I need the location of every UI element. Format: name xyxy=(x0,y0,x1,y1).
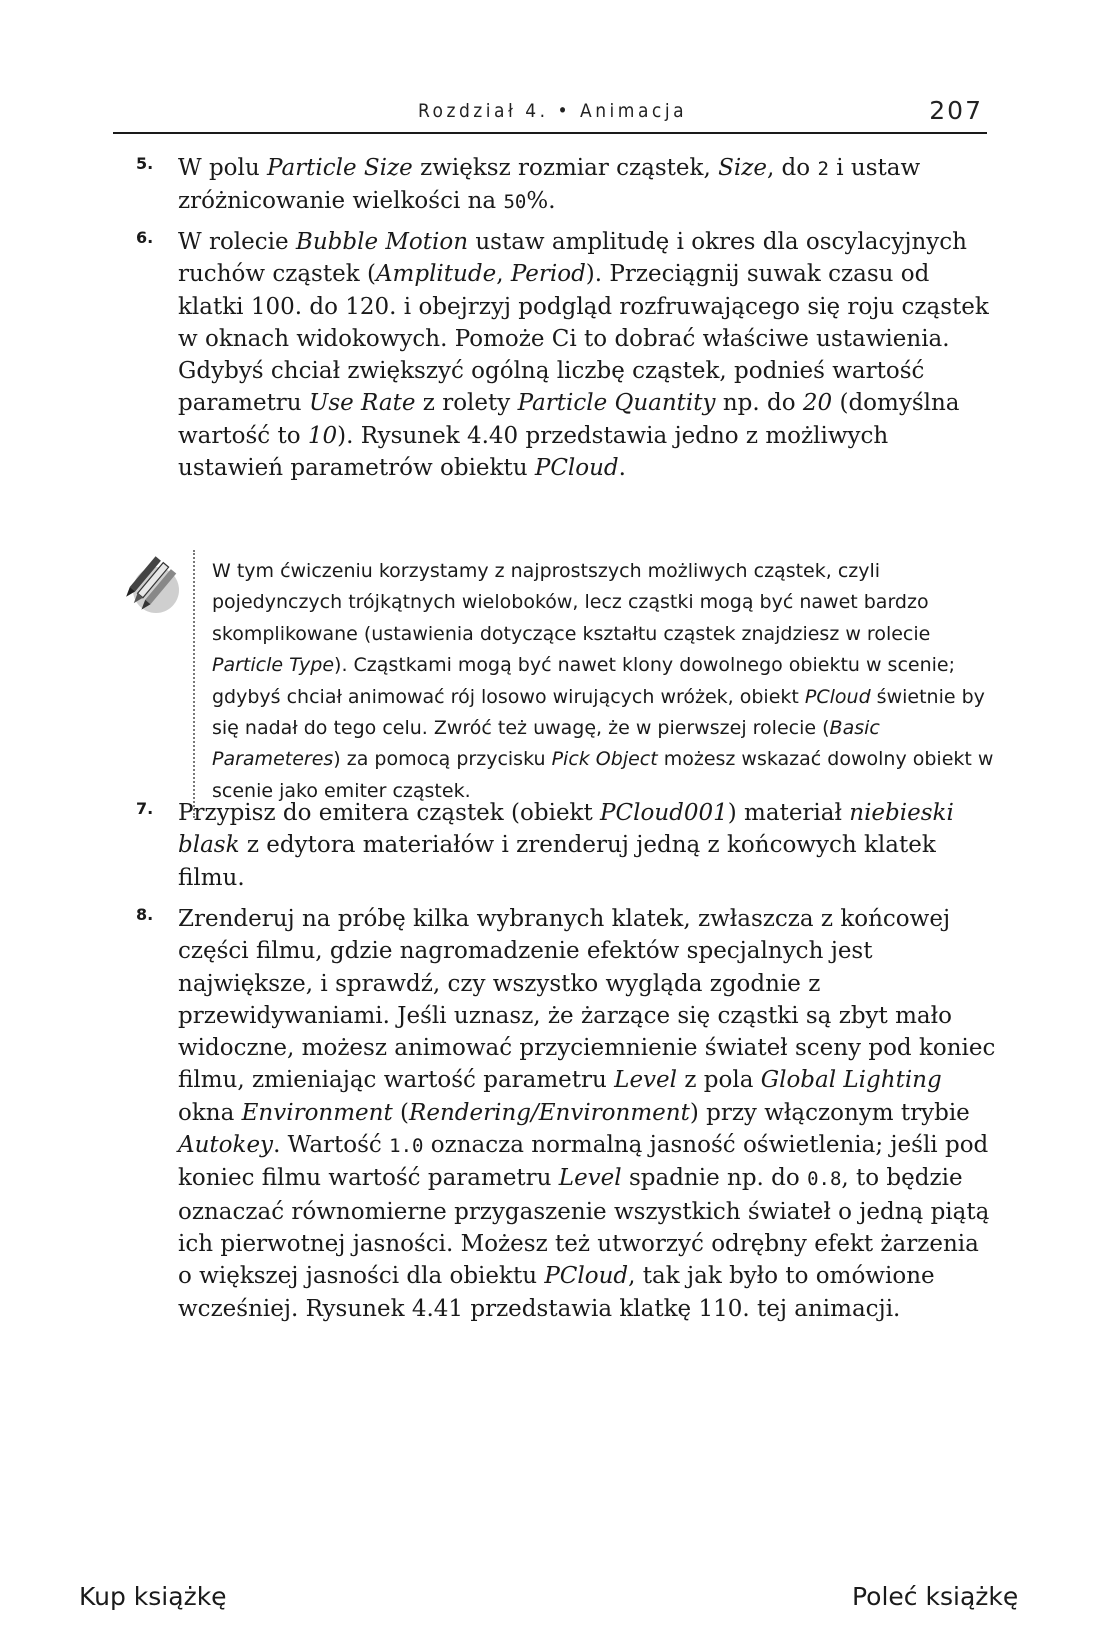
step-text: W rolecie Bubble Motion ustaw amplitudę i okres dla oscylacyjnych ruchów cząstek (Amplitude, Period). Przeciągnij suwak czasu od klatki 100. do 120. i obejrzyj podgląd rozfruwającego się roju cząstek w oknach widokowych. Pomoże Ci to dobrać właściwe ustawienia. Gdybyś chciał zwiększyć ogólną liczbę cząstek, podnieś wartość parametru Use Rate z rolety Particle Quantity np. do 20 (domyślna wartość to 10). Rysunek 4.40 przedstawia jedno z możliwych ustawień parametrów obiektu PCloud. xyxy=(178,229,989,482)
step-number: 5. xyxy=(136,154,154,173)
chapter-title: Rozdział 4. • Animacja xyxy=(418,100,688,122)
recommend-book-link[interactable]: Poleć książkę xyxy=(852,1582,1019,1611)
step-number: 7. xyxy=(136,799,154,818)
note-text: W tym ćwiczeniu korzystamy z najprostszych możliwych cząstek, czyli pojedynczych trójkątnych wieloboków, lecz cząstki mogą być nawet bardzo skomplikowane (ustawienia dotyczące kształtu cząstek znajdziesz w rolecie Particle Type). Cząstkami mogą być nawet klony dowolnego obiektu w scenie; gdybyś chciał animować rój losowo wirujących wróżek, obiekt PCloud świetnie by się nadał do tego celu. Zwróć też uwagę, że w pierwszej rolecie (Basic Parameteres) za pomocą przycisku Pick Object możesz wskazać dowolny obiekt w scenie jako emiter cząstek. xyxy=(212,560,994,802)
page-number: 207 xyxy=(929,96,983,125)
note-divider xyxy=(193,550,195,818)
running-header xyxy=(113,96,987,134)
step-text: Zrenderuj na próbę kilka wybranych klatek, zwłaszcza z końcowej części filmu, gdzie nagromadzenie efektów specjalnych jest największe, i sprawdź, czy wszystko wygląda zgodnie z przewidywaniami. Jeśli uznasz, że żarzące się cząstki są zbyt mało widoczne, możesz animować przyciemnienie świateł sceny pod koniec filmu, zmieniając wartość parametru Level z pola Global Lighting okna Environment (Rendering/Environment) przy włączonym trybie Autokey. Wartość 1.0 oznacza normalną jasność oświetlenia; jeśli pod koniec filmu wartość parametru Level spadnie np. do 0.8, to będzie oznaczać równomierne przygaszenie wszystkich świateł o jedną piątą ich pierwotnej jasności. Możesz też utworzyć odrębny efekt żarzenia o większej jasności dla obiektu PCloud, tak jak było to omówione wcześniej. Rysunek 4.41 przedstawia klatkę 110. tej animacji. xyxy=(178,906,996,1322)
step-text: Przypisz do emitera cząstek (obiekt PCloud001) materiał niebieski blask z edytora materiałów i zrenderuj jedną z końcowych klatek filmu. xyxy=(178,800,954,891)
step-number: 6. xyxy=(136,228,154,247)
buy-book-link[interactable]: Kup książkę xyxy=(79,1582,227,1611)
step-text: W polu Particle Size zwiększ rozmiar cząstek, Size, do 2 i ustaw zróżnicowanie wielkości na 50%. xyxy=(178,155,921,215)
step-number: 8. xyxy=(136,905,154,924)
pencils-icon xyxy=(122,556,180,614)
